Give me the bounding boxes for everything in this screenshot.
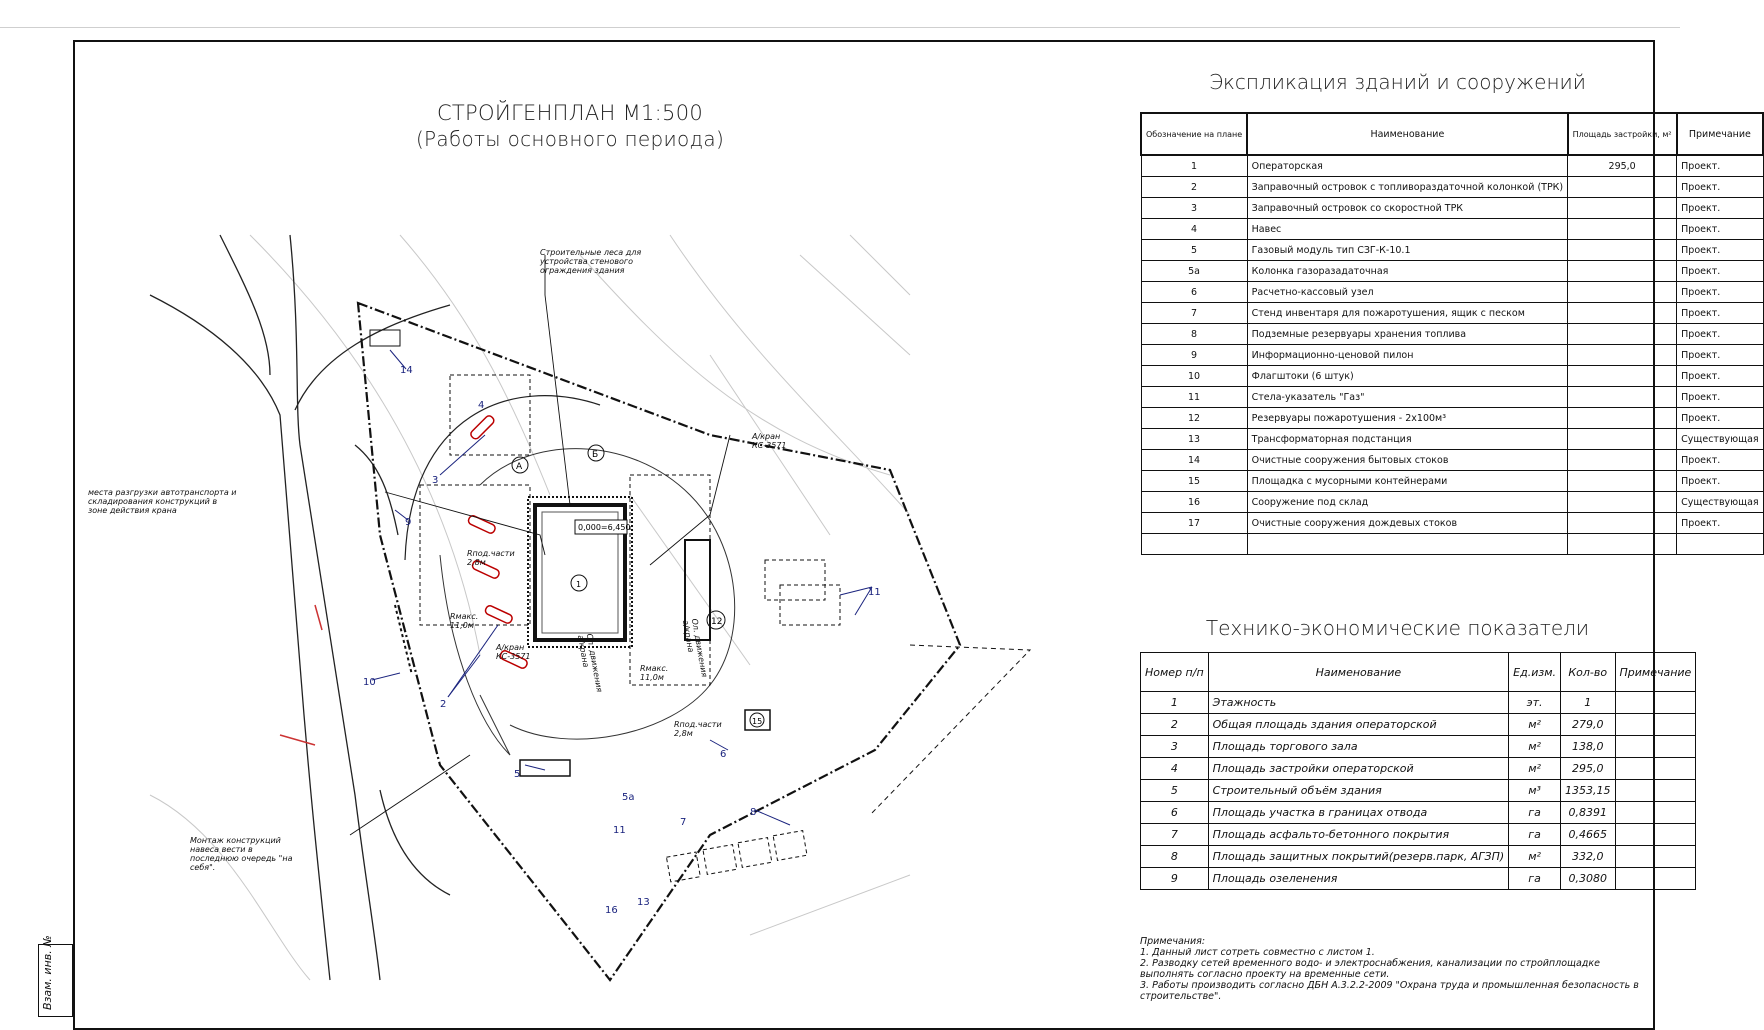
tep-cell: 1 <box>1561 692 1616 714</box>
plan-title: СТРОЙГЕНПЛАН М1:500 <box>436 101 704 125</box>
plan-title-block <box>400 100 740 152</box>
explication-cell: 295,0 <box>1568 155 1677 177</box>
explication-row <box>1141 219 1763 240</box>
explication-cell <box>1568 345 1677 366</box>
explication-row-empty <box>1141 534 1763 555</box>
tep-cell <box>1615 714 1696 736</box>
explication-cell: 3 <box>1141 198 1247 219</box>
site-boundary <box>358 303 960 980</box>
explication-cell: Проект. <box>1677 261 1764 282</box>
explication-cell: 10 <box>1141 366 1247 387</box>
tep-cell <box>1615 692 1696 714</box>
explication-cell: 15 <box>1141 471 1247 492</box>
explication-cell: Проект. <box>1677 366 1764 387</box>
mark-7: 7 <box>680 817 687 828</box>
note-item: 2. Разводку сетей временного водо- и электроснабжения, канализации по стройплощадке выполнять согласно проекту на временные сети. <box>1140 958 1600 980</box>
fire-tank-1 <box>765 560 825 600</box>
explication-cell <box>1568 366 1677 387</box>
tep-cell: 8 <box>1141 846 1209 868</box>
explication-cell: Проект. <box>1677 282 1764 303</box>
explication-row <box>1141 471 1763 492</box>
crane-right-callout: А/кран КС-3571 <box>752 432 787 450</box>
tep-cell <box>1615 846 1696 868</box>
explication-cell: Очистные сооружения бытовых стоков <box>1247 450 1568 471</box>
explication-cell: Проект. <box>1677 450 1764 471</box>
tep-cell: 9 <box>1141 868 1209 890</box>
explication-cell <box>1568 198 1677 219</box>
trash-area <box>370 330 400 346</box>
rmax-right: Rмакс. 11,0м <box>640 664 669 682</box>
tep-cell: Площадь торгового зала <box>1208 736 1509 758</box>
mark-6: 6 <box>720 749 727 760</box>
tep-table <box>1140 652 1696 890</box>
tep-cell <box>1615 758 1696 780</box>
tep-row <box>1141 824 1696 846</box>
tep-cell: м² <box>1509 736 1561 758</box>
explication-title: Экспликация зданий и сооружений <box>1209 70 1586 94</box>
tep-cell: Площадь участка в границах отвода <box>1208 802 1509 824</box>
plan-subtitle: (Работы основного периода) <box>415 127 725 151</box>
crane-left-callout: А/кран КС-3571 <box>496 643 531 661</box>
explication-cell: 11 <box>1141 387 1247 408</box>
tep-cell <box>1615 780 1696 802</box>
tep-cell: 1 <box>1141 692 1209 714</box>
explication-row <box>1141 366 1763 387</box>
tep-cell: Площадь застройки операторской <box>1208 758 1509 780</box>
fire-tank-2 <box>780 585 840 625</box>
tep-cell: 138,0 <box>1561 736 1616 758</box>
explication-cell <box>1568 492 1677 513</box>
explication-cell: Проект. <box>1677 324 1764 345</box>
explication-header: Обозначение на плане <box>1141 113 1247 155</box>
explication-row <box>1141 408 1763 429</box>
note-item: 1. Данный лист сотреть совместно с листом 1. <box>1140 947 1375 958</box>
tep-header: Кол-во <box>1561 653 1616 692</box>
explication-cell: Проект. <box>1677 471 1764 492</box>
explication-row <box>1141 324 1763 345</box>
rpart-left: Rпод.части 2,8м <box>467 549 515 567</box>
explication-cell: 1 <box>1141 155 1247 177</box>
explication-cell <box>1568 240 1677 261</box>
explication-cell: 8 <box>1141 324 1247 345</box>
explication-cell: Резервуары пожаротушения - 2х100м³ <box>1247 408 1568 429</box>
explication-cell: 14 <box>1141 450 1247 471</box>
rpart-right: Rпод.части 2,8м <box>674 720 722 738</box>
mark-17: 16 <box>605 905 618 916</box>
explication-header: Примечание <box>1677 113 1764 155</box>
explication-cell: Подземные резервуары хранения топлива <box>1247 324 1568 345</box>
tep-row <box>1141 714 1696 736</box>
zero-mark: 0,000=6,450 <box>578 523 631 532</box>
explication-cell: Площадка с мусорными контейнерами <box>1247 471 1568 492</box>
danger-right: Ол. движения а/крана <box>680 617 709 678</box>
explication-cell <box>1568 471 1677 492</box>
explication-row <box>1141 303 1763 324</box>
explication-cell: Расчетно-кассовый узел <box>1247 282 1568 303</box>
explication-cell: Заправочный островок с топливораздаточной колонкой (ТРК) <box>1247 177 1568 198</box>
fuel-islands <box>467 414 528 669</box>
tep-header: Примечание <box>1615 653 1696 692</box>
tep-row <box>1141 802 1696 824</box>
explication-cell <box>1568 324 1677 345</box>
tep-header: Ед.изм. <box>1509 653 1561 692</box>
explication-cell: 9 <box>1141 345 1247 366</box>
explication-cell: Газовый модуль тип СЗГ-К-10.1 <box>1247 240 1568 261</box>
danger-left: Ол. движения а/крана <box>575 632 604 693</box>
explication-cell: Информационно-ценовой пилон <box>1247 345 1568 366</box>
explication-cell <box>1568 513 1677 534</box>
explication-cell <box>1568 177 1677 198</box>
tep-cell: эт. <box>1509 692 1561 714</box>
explication-cell-empty <box>1247 534 1568 555</box>
mark-8: 8 <box>750 807 757 818</box>
explication-header-row <box>1141 113 1763 155</box>
tep-cell: 5 <box>1141 780 1209 802</box>
tep-cell: м² <box>1509 758 1561 780</box>
mark-14: 13 <box>637 897 650 908</box>
zone-top <box>450 375 530 455</box>
mark-13: 12 <box>711 617 723 627</box>
explication-cell: Навес <box>1247 219 1568 240</box>
explication-cell: Проект. <box>1677 177 1764 198</box>
tep-cell: 7 <box>1141 824 1209 846</box>
sheet-top-line <box>0 27 1680 28</box>
tep-cell: м² <box>1509 714 1561 736</box>
tep-cell: 1353,15 <box>1561 780 1616 802</box>
explication-row <box>1141 492 1763 513</box>
tep-cell: м³ <box>1509 780 1561 802</box>
explication-cell: Операторская <box>1247 155 1568 177</box>
tep-cell: Площадь защитных покрытий(резерв.парк, АГЗП) <box>1208 846 1509 868</box>
explication-cell: Проект. <box>1677 303 1764 324</box>
explication-cell <box>1568 450 1677 471</box>
explication-cell: 7 <box>1141 303 1247 324</box>
explication-cell: Проект. <box>1677 408 1764 429</box>
tep-cell: га <box>1509 824 1561 846</box>
explication-cell: Проект. <box>1677 513 1764 534</box>
tep-row <box>1141 692 1696 714</box>
explication-cell: Проект. <box>1677 198 1764 219</box>
boundary-ext <box>870 645 1030 815</box>
explication-cell <box>1568 429 1677 450</box>
explication-cell: Сооружение под склад <box>1247 492 1568 513</box>
explication-cell-empty <box>1677 534 1764 555</box>
explication-row <box>1141 282 1763 303</box>
tep-row <box>1141 758 1696 780</box>
tep-header: Номер п/п <box>1141 653 1209 692</box>
tep-cell <box>1615 802 1696 824</box>
tep-cell: 0,3080 <box>1561 868 1616 890</box>
tep-cell: га <box>1509 868 1561 890</box>
tep-cell: га <box>1509 802 1561 824</box>
explication-cell: Трансформаторная подстанция <box>1247 429 1568 450</box>
explication-cell: 17 <box>1141 513 1247 534</box>
tep-cell: Площадь озеленения <box>1208 868 1509 890</box>
mark-5a: 5а <box>622 792 635 803</box>
tep-header: Наименование <box>1208 653 1509 692</box>
tep-row <box>1141 846 1696 868</box>
tep-cell: 4 <box>1141 758 1209 780</box>
tep-row <box>1141 780 1696 802</box>
explication-cell <box>1568 408 1677 429</box>
tep-cell: 0,4665 <box>1561 824 1616 846</box>
explication-cell: Проект. <box>1677 387 1764 408</box>
explication-header: Наименование <box>1247 113 1568 155</box>
note-item: 3. Работы производить согласно ДБН А.3.2.2-2009 "Охрана труда и промышленная безопасность в строительстве". <box>1140 980 1639 1002</box>
underground-tanks <box>666 831 807 882</box>
stamp-label: Взам. инв. № <box>41 935 54 1010</box>
gas-module <box>520 760 570 776</box>
explication-cell <box>1568 219 1677 240</box>
mark-15: 14 <box>400 365 413 376</box>
mark-5: 5 <box>514 769 521 780</box>
mark-2: 2 <box>440 699 447 710</box>
explication-header: Площадь застройки, м² <box>1568 113 1677 155</box>
explication-cell <box>1568 303 1677 324</box>
explication-row <box>1141 450 1763 471</box>
explication-cell: Стела-указатель "Газ" <box>1247 387 1568 408</box>
explication-row <box>1141 261 1763 282</box>
tep-row <box>1141 736 1696 758</box>
mark-4-top: 4 <box>478 400 485 411</box>
explication-cell: Проект. <box>1677 155 1764 177</box>
explication-cell: Проект. <box>1677 219 1764 240</box>
explication-cell: 6 <box>1141 282 1247 303</box>
explication-cell: Очистные сооружения дождевых стоков <box>1247 513 1568 534</box>
notes <box>1140 936 1655 1002</box>
explication-row <box>1141 387 1763 408</box>
mark-9: 9 <box>405 517 412 528</box>
scaffold-callout: Строительные леса для устройства стенового ограждения здания <box>540 248 642 275</box>
road-arrow <box>280 735 315 745</box>
tep-cell <box>1615 736 1696 758</box>
explication-cell: Заправочный островок со скоростной ТРК <box>1247 198 1568 219</box>
canopy-callout: Монтаж конструкций навеса вести в последнюю очередь "на себя". <box>190 836 293 872</box>
explication-cell: 13 <box>1141 429 1247 450</box>
explication-row <box>1141 240 1763 261</box>
rmax-left: Rмакс. 11,0м <box>450 612 479 630</box>
explication-row <box>1141 177 1763 198</box>
tep-cell <box>1615 824 1696 846</box>
explication-cell: Существующая <box>1677 429 1764 450</box>
mark-12: 11 <box>868 587 881 598</box>
explication-cell: 5 <box>1141 240 1247 261</box>
tep-cell: 0,8391 <box>1561 802 1616 824</box>
tep-cell: м² <box>1509 846 1561 868</box>
explication-cell: 5а <box>1141 261 1247 282</box>
notes-title: Примечания: <box>1140 936 1206 947</box>
mark-3: 3 <box>432 475 439 486</box>
explication-cell-empty <box>1141 534 1247 555</box>
explication-cell: 4 <box>1141 219 1247 240</box>
explication-row <box>1141 155 1763 177</box>
explication-cell: 16 <box>1141 492 1247 513</box>
tep-header-row <box>1141 653 1696 692</box>
axis-a: А <box>516 462 523 472</box>
explication-cell <box>1568 387 1677 408</box>
tep-cell <box>1615 868 1696 890</box>
mark-10: 10 <box>363 677 376 688</box>
explication-row <box>1141 513 1763 534</box>
tep-cell: Площадь асфальто-бетонного покрытия <box>1208 824 1509 846</box>
flagpoles <box>395 605 412 675</box>
mark-1: 1 <box>576 580 582 589</box>
explication-cell: Проект. <box>1677 345 1764 366</box>
mark-11: 11 <box>613 825 626 836</box>
tep-cell: 279,0 <box>1561 714 1616 736</box>
explication-row <box>1141 198 1763 219</box>
tep-cell: Строительный объём здания <box>1208 780 1509 802</box>
explication-cell <box>1568 261 1677 282</box>
explication-cell: Флагштоки (6 штук) <box>1247 366 1568 387</box>
tep-cell: 2 <box>1141 714 1209 736</box>
tep-cell: 295,0 <box>1561 758 1616 780</box>
explication-row <box>1141 429 1763 450</box>
explication-cell <box>1568 282 1677 303</box>
mark-16: 15 <box>752 717 763 726</box>
tep-cell: 3 <box>1141 736 1209 758</box>
explication-cell: 12 <box>1141 408 1247 429</box>
explication-table <box>1140 112 1764 555</box>
explication-cell: Существующая <box>1677 492 1764 513</box>
explication-cell: 2 <box>1141 177 1247 198</box>
tep-cell: Общая площадь здания операторской <box>1208 714 1509 736</box>
axis-b: Б <box>592 450 599 460</box>
explication-cell: Проект. <box>1677 240 1764 261</box>
tep-row <box>1141 868 1696 890</box>
explication-row <box>1141 345 1763 366</box>
explication-cell: Стенд инвентаря для пожаротушения, ящик с песком <box>1247 303 1568 324</box>
road-arrow-2 <box>315 605 322 630</box>
crane-zone-callout: места разгрузки автотранспорта и складирования конструкций в зоне действия крана <box>88 488 237 515</box>
tep-cell: 332,0 <box>1561 846 1616 868</box>
explication-cell: Колонка газоразадаточная <box>1247 261 1568 282</box>
tep-cell: 6 <box>1141 802 1209 824</box>
explication-cell-empty <box>1568 534 1677 555</box>
tep-cell: Этажность <box>1208 692 1509 714</box>
tep-title: Технико-экономические показатели <box>1205 616 1590 640</box>
